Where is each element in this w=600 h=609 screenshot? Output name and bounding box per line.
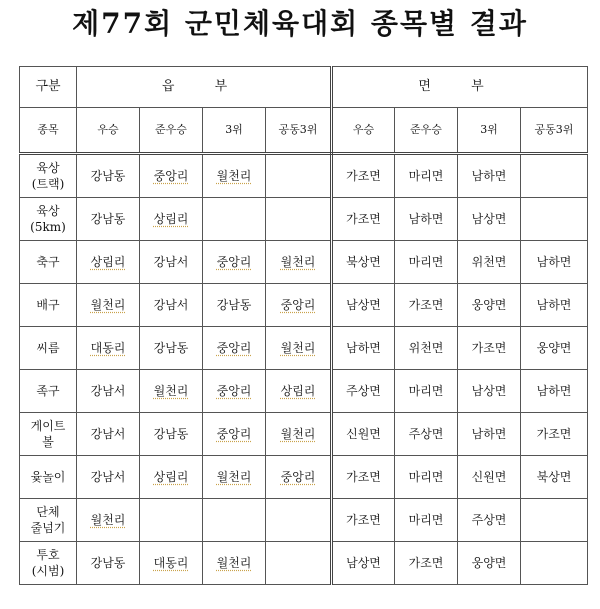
- winner-name: 가조면: [346, 212, 381, 226]
- result-cell-eup-3rd: [203, 327, 266, 370]
- col-header-myeon-1st: 우승: [332, 108, 395, 154]
- result-cell-myeon-1st: [332, 198, 395, 241]
- result-cell-myeon-joint-3rd: [521, 413, 588, 456]
- event-name-line: (트랙): [31, 177, 65, 191]
- result-cell-myeon-1st: [332, 154, 395, 198]
- col-header-myeon-3rd: 3위: [458, 108, 521, 154]
- winner-name: 남하면: [346, 341, 381, 355]
- result-cell-eup-joint-3rd: [266, 327, 332, 370]
- winner-name: 가조면: [471, 341, 507, 355]
- result-cell-myeon-joint-3rd: [521, 370, 588, 413]
- result-cell-eup-3rd: [203, 456, 266, 499]
- result-cell-myeon-joint-3rd: [521, 327, 588, 370]
- col-header-eup-joint-3rd: 공동3위: [266, 108, 332, 154]
- winner-name: 가조면: [346, 513, 381, 527]
- result-cell-eup-1st: [77, 154, 140, 198]
- result-cell-eup-2nd: [140, 198, 203, 241]
- event-name-line: 배구: [36, 298, 60, 312]
- result-cell-myeon-joint-3rd: [521, 499, 588, 542]
- col-header-eup-3rd: 3위: [203, 108, 266, 154]
- winner-name: 웅양면: [536, 341, 572, 355]
- event-name-line: 투호: [36, 548, 60, 562]
- table-row: [20, 154, 588, 198]
- table-row: [20, 284, 588, 327]
- result-cell-myeon-2nd: [395, 284, 458, 327]
- result-cell-myeon-2nd: [395, 499, 458, 542]
- result-cell-eup-1st: [77, 370, 140, 413]
- winner-name: 마리면: [408, 169, 444, 183]
- winner-name: 남하면: [471, 427, 507, 441]
- winner-name: 강남동: [90, 169, 126, 183]
- result-cell-myeon-3rd: [458, 413, 521, 456]
- winner-name: 마리면: [408, 470, 444, 484]
- result-cell-eup-1st: [77, 241, 140, 284]
- winner-name: 강남동: [90, 212, 126, 226]
- result-cell-eup-2nd: [140, 284, 203, 327]
- result-cell-myeon-1st: [332, 499, 395, 542]
- result-cell-eup-joint-3rd: [266, 413, 332, 456]
- col-header-eup-2nd: 준우승: [140, 108, 203, 154]
- result-cell-eup-3rd: [203, 499, 266, 542]
- result-cell-eup-3rd: [203, 413, 266, 456]
- result-cell-eup-3rd: [203, 284, 266, 327]
- group-label-cell: 구분: [20, 67, 77, 108]
- winner-name: 가조면: [346, 169, 381, 183]
- result-cell-eup-3rd: [203, 241, 266, 284]
- event-name-cell: [20, 499, 77, 542]
- winner-name: 주상면: [346, 384, 381, 398]
- winner-name: 대동리: [153, 556, 189, 570]
- event-name-line: 육상: [36, 204, 60, 218]
- event-name-cell: [20, 370, 77, 413]
- result-cell-myeon-2nd: [395, 542, 458, 585]
- result-cell-eup-2nd: [140, 370, 203, 413]
- winner-name: 중앙리: [216, 427, 252, 441]
- winner-name: 대동리: [90, 341, 126, 355]
- result-cell-myeon-3rd: [458, 154, 521, 198]
- result-cell-myeon-3rd: [458, 370, 521, 413]
- event-name-line: (5km): [30, 220, 66, 234]
- page-title: 제77회 군민체육대회 종목별 결과: [72, 7, 528, 40]
- winner-name: 남하면: [536, 298, 572, 312]
- winner-name: 위천면: [408, 341, 444, 355]
- winner-name: 강남동: [153, 341, 189, 355]
- result-cell-myeon-1st: [332, 542, 395, 585]
- result-cell-myeon-joint-3rd: [521, 241, 588, 284]
- result-cell-eup-3rd: [203, 370, 266, 413]
- event-name-line: 줄넘기: [30, 521, 66, 535]
- result-cell-myeon-3rd: [458, 499, 521, 542]
- event-name-cell: [20, 542, 77, 585]
- result-cell-eup-2nd: [140, 154, 203, 198]
- result-cell-myeon-joint-3rd: [521, 542, 588, 585]
- result-cell-myeon-1st: [332, 413, 395, 456]
- result-cell-myeon-2nd: [395, 413, 458, 456]
- winner-name: 마리면: [408, 513, 444, 527]
- event-name-cell: [20, 198, 77, 241]
- table-row: [20, 327, 588, 370]
- result-cell-myeon-3rd: [458, 542, 521, 585]
- event-name-line: 게이트: [30, 419, 66, 433]
- result-cell-eup-1st: [77, 499, 140, 542]
- event-name-cell: [20, 154, 77, 198]
- winner-name: 북상면: [346, 255, 381, 269]
- winner-name: 강남서: [90, 384, 126, 398]
- result-cell-eup-2nd: [140, 542, 203, 585]
- result-cell-eup-2nd: [140, 327, 203, 370]
- winner-name: 월천리: [216, 556, 252, 570]
- group-header-row: [20, 67, 588, 108]
- winner-name: 주상면: [471, 513, 507, 527]
- winner-name: 강남동: [90, 556, 126, 570]
- winner-name: 중앙리: [216, 384, 252, 398]
- winner-name: 신원면: [346, 427, 381, 441]
- winner-name: 상림리: [153, 470, 189, 484]
- result-cell-myeon-2nd: [395, 456, 458, 499]
- result-cell-myeon-1st: [332, 370, 395, 413]
- winner-name: 중앙리: [280, 298, 316, 312]
- results-table: [19, 66, 588, 585]
- winner-name: 남하면: [536, 255, 572, 269]
- result-cell-eup-2nd: [140, 413, 203, 456]
- result-cell-eup-1st: [77, 284, 140, 327]
- winner-name: 월천리: [280, 341, 316, 355]
- winner-name: 가조면: [408, 298, 444, 312]
- winner-name: 남하면: [408, 212, 444, 226]
- result-cell-eup-joint-3rd: [266, 456, 332, 499]
- result-cell-eup-1st: [77, 198, 140, 241]
- event-name-line: 윷놀이: [30, 470, 66, 484]
- event-name-cell: [20, 456, 77, 499]
- result-cell-myeon-3rd: [458, 284, 521, 327]
- eup-group-header: 읍 부: [77, 67, 332, 108]
- result-cell-eup-1st: [77, 413, 140, 456]
- table-row: [20, 413, 588, 456]
- winner-name: 강남서: [90, 470, 126, 484]
- event-name-line: 볼: [42, 435, 54, 449]
- event-name-line: 씨름: [36, 341, 60, 355]
- result-cell-eup-3rd: [203, 198, 266, 241]
- winner-name: 상림리: [90, 255, 126, 269]
- winner-name: 남상면: [346, 298, 381, 312]
- event-name-cell: [20, 413, 77, 456]
- result-cell-myeon-2nd: [395, 198, 458, 241]
- event-name-line: (시범): [31, 564, 65, 578]
- result-cell-eup-joint-3rd: [266, 499, 332, 542]
- winner-name: 남하면: [536, 384, 572, 398]
- table-row: [20, 499, 588, 542]
- winner-name: 월천리: [153, 384, 189, 398]
- result-cell-myeon-1st: [332, 241, 395, 284]
- result-cell-myeon-joint-3rd: [521, 198, 588, 241]
- winner-name: 마리면: [408, 384, 444, 398]
- result-cell-eup-1st: [77, 456, 140, 499]
- result-cell-eup-2nd: [140, 456, 203, 499]
- table-row: [20, 542, 588, 585]
- event-name-cell: [20, 241, 77, 284]
- result-cell-myeon-2nd: [395, 370, 458, 413]
- col-header-myeon-2nd: 준우승: [395, 108, 458, 154]
- winner-name: 남상면: [471, 212, 507, 226]
- winner-name: 중앙리: [153, 169, 189, 183]
- winner-name: 월천리: [216, 169, 252, 183]
- winner-name: 월천리: [280, 427, 316, 441]
- winner-name: 남상면: [471, 384, 507, 398]
- winner-name: 상림리: [153, 212, 189, 226]
- winner-name: 남하면: [471, 169, 507, 183]
- result-cell-eup-2nd: [140, 241, 203, 284]
- result-cell-myeon-2nd: [395, 241, 458, 284]
- column-header-row: [20, 108, 588, 154]
- result-cell-myeon-joint-3rd: [521, 284, 588, 327]
- result-cell-eup-3rd: [203, 542, 266, 585]
- result-cell-myeon-1st: [332, 284, 395, 327]
- winner-name: 상림리: [280, 384, 316, 398]
- winner-name: 강남동: [153, 427, 189, 441]
- winner-name: 월천리: [90, 513, 126, 527]
- winner-name: 웅양면: [471, 298, 507, 312]
- result-cell-eup-1st: [77, 542, 140, 585]
- winner-name: 가조면: [536, 427, 572, 441]
- event-name-line: 단체: [36, 505, 60, 519]
- table-row: [20, 241, 588, 284]
- event-name-cell: [20, 284, 77, 327]
- winner-name: 가조면: [346, 470, 381, 484]
- table-row: [20, 456, 588, 499]
- winner-name: 웅양면: [471, 556, 507, 570]
- col-header-myeon-joint-3rd: 공동3위: [521, 108, 588, 154]
- result-cell-eup-3rd: [203, 154, 266, 198]
- result-cell-myeon-1st: [332, 327, 395, 370]
- result-cell-eup-joint-3rd: [266, 370, 332, 413]
- table-row: [20, 370, 588, 413]
- winner-name: 중앙리: [280, 470, 316, 484]
- winner-name: 남상면: [346, 556, 381, 570]
- col-header-eup-1st: 우승: [77, 108, 140, 154]
- winner-name: 위천면: [471, 255, 507, 269]
- result-cell-myeon-2nd: [395, 327, 458, 370]
- event-label-cell: 종목: [20, 108, 77, 154]
- result-cell-eup-2nd: [140, 499, 203, 542]
- winner-name: 가조면: [408, 556, 444, 570]
- winner-name: 월천리: [216, 470, 252, 484]
- winner-name: 주상면: [408, 427, 444, 441]
- winner-name: 중앙리: [216, 341, 252, 355]
- winner-name: 월천리: [280, 255, 316, 269]
- event-name-line: 육상: [36, 161, 60, 175]
- result-cell-myeon-1st: [332, 456, 395, 499]
- winner-name: 강남서: [90, 427, 126, 441]
- result-cell-myeon-3rd: [458, 241, 521, 284]
- myeon-group-header: 면 부: [332, 67, 588, 108]
- result-cell-myeon-3rd: [458, 198, 521, 241]
- result-cell-myeon-joint-3rd: [521, 154, 588, 198]
- result-cell-eup-joint-3rd: [266, 284, 332, 327]
- winner-name: 중앙리: [216, 255, 252, 269]
- winner-name: 강남동: [216, 298, 252, 312]
- winner-name: 마리면: [408, 255, 444, 269]
- winner-name: 강남서: [153, 298, 189, 312]
- result-cell-eup-joint-3rd: [266, 198, 332, 241]
- winner-name: 북상면: [536, 470, 572, 484]
- event-name-line: 축구: [36, 255, 60, 269]
- result-cell-eup-joint-3rd: [266, 241, 332, 284]
- result-cell-myeon-joint-3rd: [521, 456, 588, 499]
- result-cell-eup-joint-3rd: [266, 542, 332, 585]
- result-cell-eup-joint-3rd: [266, 154, 332, 198]
- result-cell-myeon-3rd: [458, 327, 521, 370]
- event-name-cell: [20, 327, 77, 370]
- result-cell-myeon-3rd: [458, 456, 521, 499]
- winner-name: 신원면: [471, 470, 507, 484]
- table-row: [20, 198, 588, 241]
- event-name-line: 족구: [36, 384, 60, 398]
- winner-name: 강남서: [153, 255, 189, 269]
- winner-name: 월천리: [90, 298, 126, 312]
- result-cell-eup-1st: [77, 327, 140, 370]
- result-cell-myeon-2nd: [395, 154, 458, 198]
